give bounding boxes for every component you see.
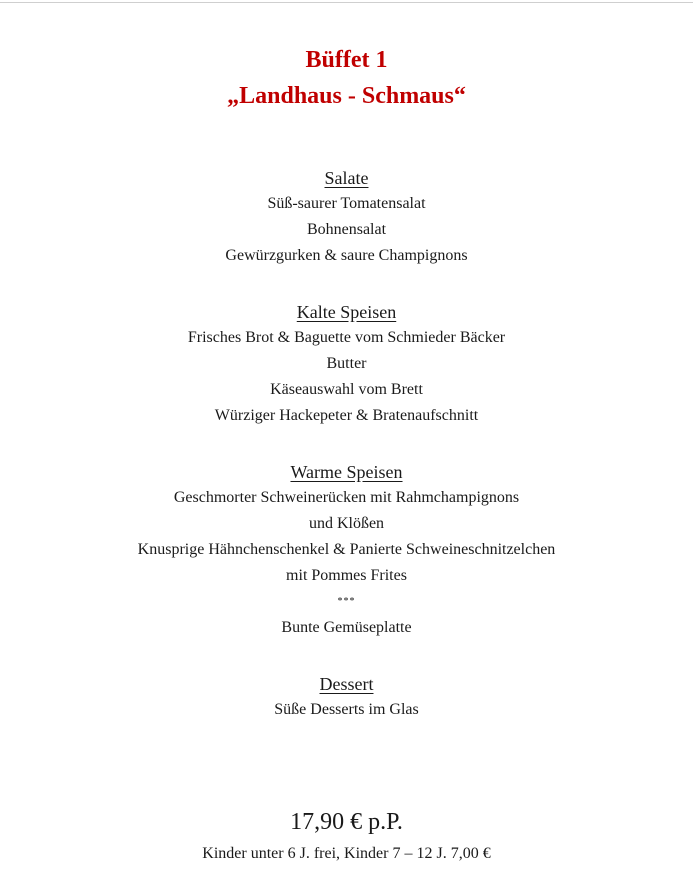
menu-item: Frisches Brot & Baguette vom Schmieder Bäcker xyxy=(187,329,506,346)
section-heading-dessert: Dessert xyxy=(319,674,374,694)
price-per-person: 17,90 € p.P. xyxy=(290,809,403,835)
separator-stars: *** xyxy=(337,596,356,607)
menu-item: mit Pommes Frites xyxy=(286,567,407,584)
menu-item: und Klößen xyxy=(308,515,385,532)
menu-item: Bohnensalat xyxy=(306,221,387,238)
section-warme-speisen xyxy=(0,459,693,641)
section-salate xyxy=(0,165,693,269)
menu-subtitle: „Landhaus - Schmaus“ xyxy=(227,83,466,109)
children-price-note: Kinder unter 6 J. frei, Kinder 7 – 12 J. 7,00 € xyxy=(202,845,491,862)
section-heading-warme-speisen: Warme Speisen xyxy=(290,462,403,482)
menu-item: Knusprige Hähnchenschenkel & Panierte Schweineschnitzelchen xyxy=(137,541,556,558)
menu-item: Bunte Gemüseplatte xyxy=(281,619,412,636)
top-border xyxy=(0,2,693,3)
menu-item: Butter xyxy=(326,355,367,372)
menu-item: Käseauswahl vom Brett xyxy=(270,381,423,398)
section-heading-salate: Salate xyxy=(324,168,369,188)
section-dessert xyxy=(0,671,693,723)
section-kalte-speisen xyxy=(0,299,693,429)
menu-item: Würziger Hackepeter & Bratenaufschnitt xyxy=(214,407,479,424)
menu-item: Gewürzgurken & saure Champignons xyxy=(225,247,468,264)
menu-title: Büffet 1 xyxy=(305,47,388,73)
menu-item: Süße Desserts im Glas xyxy=(274,701,419,718)
menu-item: Süß-saurer Tomatensalat xyxy=(267,195,426,212)
section-heading-kalte-speisen: Kalte Speisen xyxy=(296,302,397,322)
menu-item: Geschmorter Schweinerücken mit Rahmchampignons xyxy=(173,489,520,506)
